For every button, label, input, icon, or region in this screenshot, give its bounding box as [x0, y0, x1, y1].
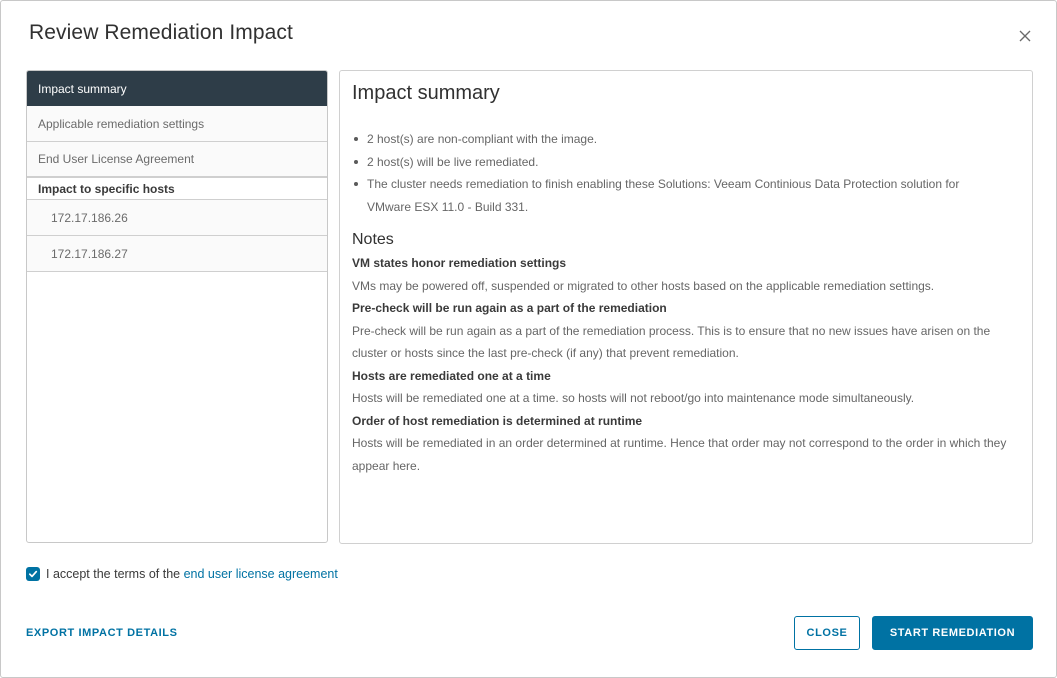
eula-link[interactable]: end user license agreement	[183, 567, 338, 581]
nav-item-host-172-17-186-27[interactable]	[27, 236, 327, 272]
note-heading: Pre-check will be run again as a part of the remediation	[352, 301, 667, 315]
nav-item-eula[interactable]	[27, 142, 327, 177]
accept-eula-checkbox[interactable]	[26, 567, 40, 581]
close-button[interactable]: CLOSE	[794, 616, 860, 650]
note-body: Pre-check will be run again as a part of the remediation process. This is to ensure that no new issues have arisen on the cluster or hosts since the last pre-check (if any) that prevent remediation.	[352, 323, 991, 360]
notes-section	[352, 252, 1017, 477]
accept-eula-row	[26, 567, 338, 581]
list-item: 2 host(s) will be live remediated.	[340, 151, 1020, 174]
note-body: Hosts will be remediated in an order determined at runtime. Hence that order may not correspond to the order in which they appear here.	[352, 436, 1007, 473]
note-body: VMs may be powered off, suspended or migrated to other hosts based on the applicable remediation settings.	[352, 278, 935, 293]
nav-item-host-172-17-186-26[interactable]	[27, 200, 327, 236]
nav-item-impact-summary[interactable]	[27, 71, 327, 106]
nav-item-label: Applicable remediation settings	[38, 116, 205, 131]
checkmark-icon	[28, 569, 38, 579]
nav-group-label: Impact to specific hosts	[38, 181, 175, 196]
note-heading: Hosts are remediated one at a time	[352, 368, 551, 383]
start-remediation-button[interactable]: START REMEDIATION	[872, 616, 1033, 650]
host-label: 172.17.186.26	[51, 210, 128, 225]
notes-title: Notes	[352, 231, 394, 248]
impact-nav	[26, 70, 328, 543]
note-body: Hosts will be remediated one at a time. so hosts will not reboot/go into maintenance mode simultaneously.	[352, 391, 915, 405]
impact-bullet-list	[340, 128, 1020, 218]
nav-item-label: End User License Agreement	[38, 152, 195, 166]
list-item: The cluster needs remediation to finish enabling these Solutions: Veeam Continious Data Protection solution for VMware ESX 11.0 - Build 331.	[340, 173, 1020, 218]
impact-summary-pane	[339, 70, 1033, 544]
host-label: 172.17.186.27	[51, 246, 128, 261]
export-impact-details-link[interactable]: EXPORT IMPACT DETAILS	[26, 627, 178, 639]
list-item: 2 host(s) are non-compliant with the image.	[340, 128, 1020, 151]
dialog-title: Review Remediation Impact	[29, 21, 293, 44]
nav-item-applicable-remediation-settings[interactable]	[27, 106, 327, 142]
content-title: Impact summary	[352, 82, 500, 104]
close-icon[interactable]	[1015, 26, 1035, 46]
note-heading: VM states honor remediation settings	[352, 256, 567, 270]
nav-group-specific-hosts	[27, 177, 327, 200]
accept-text: I accept the terms of the	[46, 567, 184, 581]
note-heading: Order of host remediation is determined at runtime	[352, 413, 643, 428]
nav-item-label: Impact summary	[38, 81, 127, 96]
